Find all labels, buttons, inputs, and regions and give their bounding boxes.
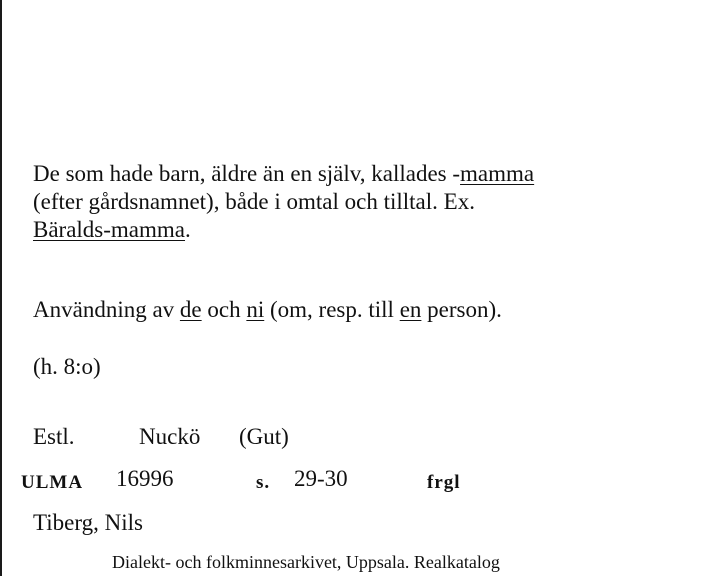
card-left-border (0, 0, 2, 576)
topic-line (33, 297, 502, 323)
parish-note: (Gut) (239, 424, 289, 449)
page-range: 29-30 (294, 466, 348, 491)
paragraph-line-3-suffix: . (185, 217, 191, 242)
format-note: (h. 8:o) (33, 354, 101, 379)
term-de: de (179, 297, 202, 322)
archive-number: 16996 (116, 466, 174, 491)
term-mamma: mamma (460, 161, 535, 186)
parish: Nuckö (139, 424, 201, 449)
topic-mid-1: och (201, 297, 247, 322)
archive-footer: Dialekt- och folkminnesarkivet, Uppsala. Realkatalog (112, 552, 500, 572)
term-en: en (399, 297, 422, 322)
paragraph-line-1-text: De som hade barn, äldre än en själv, kallades - (33, 161, 461, 186)
type-label: frgl (427, 472, 461, 493)
archive-label: ULMA (21, 472, 84, 493)
paragraph-line-1 (33, 161, 534, 187)
topic-prefix: Användning av (33, 297, 180, 322)
region: Estl. (33, 424, 75, 449)
topic-mid-2: (om, resp. till (264, 297, 400, 322)
paragraph-line-3 (33, 217, 191, 243)
term-baralds-mamma: Bäralds-mamma (33, 217, 186, 242)
page-label: s. (256, 472, 271, 493)
topic-suffix: person). (421, 297, 502, 322)
collector-name: Tiberg, Nils (33, 510, 143, 535)
paragraph-line-2: (efter gårdsnamnet), både i omtal och tilltal. Ex. (33, 189, 475, 214)
term-ni: ni (246, 297, 265, 322)
